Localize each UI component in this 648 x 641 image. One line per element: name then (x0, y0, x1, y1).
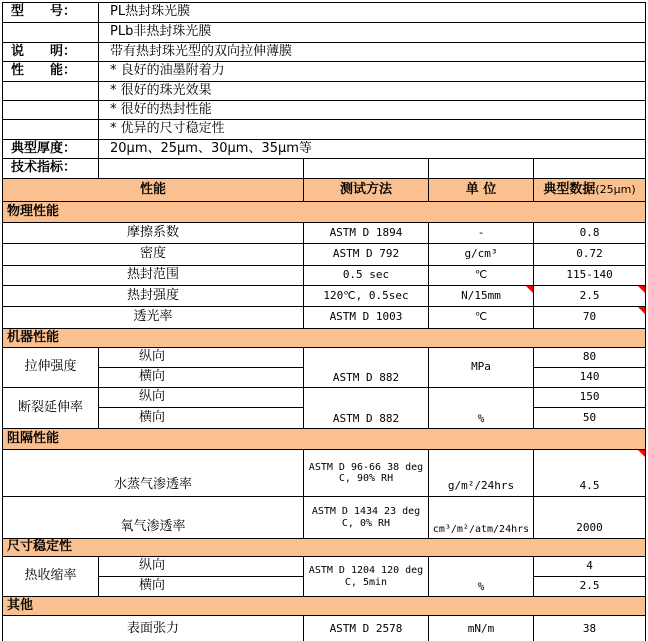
data-cell[interactable]: 38 (534, 616, 646, 641)
data-cell[interactable]: 0.8 (534, 223, 646, 244)
table-row (3, 82, 646, 101)
method-cell[interactable]: ASTM D 882 (304, 388, 429, 429)
info-value-feature-3[interactable]: * 很好的热封性能 (99, 101, 646, 120)
data-cell[interactable]: 140 (534, 368, 646, 388)
info-label-model[interactable]: 型 号： (3, 3, 99, 23)
data-cell[interactable]: 150 (534, 388, 646, 408)
property-cell[interactable]: 热收缩率 (3, 557, 99, 597)
table-row (3, 286, 646, 307)
property-cell[interactable]: 氧气渗透率 (3, 497, 304, 539)
info-value-feature-4[interactable]: * 优异的尺寸稳定性 (99, 120, 646, 140)
col-header-data-suffix: (25μm) (595, 182, 636, 196)
property-cell[interactable]: 表面张力 (3, 616, 304, 641)
unit-cell[interactable]: - (429, 223, 534, 244)
table-row (3, 159, 646, 179)
data-cell[interactable]: 2000 (534, 497, 646, 539)
table-row (3, 43, 646, 62)
property-cell[interactable]: 密度 (3, 244, 304, 266)
data-cell[interactable]: 2.5 (534, 577, 646, 597)
table-row (3, 616, 646, 641)
table-row (3, 450, 646, 497)
section-header-row (3, 329, 646, 348)
section-header-row (3, 539, 646, 557)
direction-cell[interactable]: 纵向 (99, 557, 304, 577)
data-cell[interactable] (534, 450, 646, 497)
comment-marker-icon (526, 286, 533, 293)
direction-cell[interactable]: 纵向 (99, 348, 304, 368)
table-row (3, 223, 646, 244)
direction-cell[interactable]: 纵向 (99, 388, 304, 408)
section-header-row (3, 202, 646, 223)
property-cell[interactable]: 水蒸气渗透率 (3, 450, 304, 497)
table-row (3, 307, 646, 329)
method-cell[interactable]: 120℃, 0.5sec (304, 286, 429, 307)
data-cell[interactable]: 80 (534, 348, 646, 368)
property-cell[interactable]: 摩擦系数 (3, 223, 304, 244)
col-header-method[interactable]: 测试方法 (304, 179, 429, 202)
unit-cell[interactable] (429, 286, 534, 307)
unit-cell[interactable]: % (429, 388, 534, 429)
table-row (3, 101, 646, 120)
info-label-description[interactable]: 说 明： (3, 43, 99, 62)
method-cell[interactable]: ASTM D 2578 (304, 616, 429, 641)
property-cell[interactable]: 拉伸强度 (3, 348, 99, 388)
section-header-row (3, 597, 646, 616)
info-label-tech-index[interactable]: 技术指标： (3, 159, 99, 179)
table-row (3, 244, 646, 266)
direction-cell[interactable]: 横向 (99, 368, 304, 388)
info-label-performance[interactable]: 性 能： (3, 62, 99, 82)
info-label-empty[interactable] (3, 82, 99, 101)
unit-cell[interactable]: ℃ (429, 307, 534, 329)
data-cell[interactable] (534, 307, 646, 329)
method-cell[interactable]: ASTM D 96-66 38 deg C, 90% RH (304, 450, 429, 497)
table-row (3, 557, 646, 577)
spec-table (2, 2, 646, 641)
comment-marker-icon (638, 286, 645, 293)
property-cell[interactable]: 透光率 (3, 307, 304, 329)
section-header-mechanical[interactable]: 机器性能 (3, 329, 646, 348)
method-cell[interactable]: ASTM D 1204 120 deg C, 5min (304, 557, 429, 597)
unit-text: N/15mm (461, 288, 501, 302)
section-header-barrier[interactable]: 阻隔性能 (3, 429, 646, 450)
info-value-feature-2[interactable]: * 很好的珠光效果 (99, 82, 646, 101)
info-value-thickness[interactable]: 20μm、25μm、30μm、35μm等 (99, 140, 646, 159)
method-cell[interactable]: ASTM D 792 (304, 244, 429, 266)
unit-cell[interactable]: MPa (429, 348, 534, 388)
data-cell[interactable]: 0.72 (534, 244, 646, 266)
unit-cell[interactable]: ℃ (429, 266, 534, 286)
unit-cell[interactable]: g/m²/24hrs (429, 450, 534, 497)
method-cell[interactable]: ASTM D 1434 23 deg C, 0% RH (304, 497, 429, 539)
comment-marker-icon (638, 450, 645, 457)
empty-cell[interactable] (534, 159, 646, 179)
section-header-dimensional[interactable]: 尺寸稳定性 (3, 539, 646, 557)
info-label-empty[interactable] (3, 23, 99, 43)
data-text: 4.5 (579, 479, 600, 493)
info-value-feature-1[interactable]: * 良好的油墨附着力 (99, 62, 646, 82)
data-text: 70 (582, 310, 597, 324)
table-row (3, 3, 646, 23)
data-cell[interactable]: 50 (534, 408, 646, 429)
table-row (3, 62, 646, 82)
method-cell[interactable]: 0.5 sec (304, 266, 429, 286)
col-header-data-label: 典型数据 (543, 181, 596, 197)
empty-cell[interactable] (304, 159, 429, 179)
data-cell[interactable]: 115-140 (534, 266, 646, 286)
info-label-thickness[interactable]: 典型厚度： (3, 140, 99, 159)
info-value-model-1[interactable]: PL热封珠光膜 (99, 3, 646, 23)
empty-cell[interactable] (99, 159, 304, 179)
method-cell[interactable]: ASTM D 882 (304, 348, 429, 388)
col-header-unit[interactable]: 单 位 (429, 179, 534, 202)
table-row (3, 388, 646, 408)
info-label-empty[interactable] (3, 101, 99, 120)
table-row (3, 497, 646, 539)
data-cell[interactable]: 4 (534, 557, 646, 577)
property-cell[interactable]: 热封范围 (3, 266, 304, 286)
unit-cell[interactable]: % (429, 557, 534, 597)
unit-cell[interactable]: g/cm³ (429, 244, 534, 266)
direction-cell[interactable]: 横向 (99, 408, 304, 429)
col-header-property[interactable]: 性能 (3, 179, 304, 202)
method-cell[interactable]: ASTM D 1003 (304, 307, 429, 329)
section-header-physical[interactable]: 物理性能 (3, 202, 646, 223)
empty-cell[interactable] (429, 159, 534, 179)
table-header-row (3, 179, 646, 202)
method-cell[interactable]: ASTM D 1894 (304, 223, 429, 244)
table-row (3, 140, 646, 159)
table-row (3, 348, 646, 368)
info-value-model-2[interactable]: PLb非热封珠光膜 (99, 23, 646, 43)
section-header-others[interactable]: 其他 (3, 597, 646, 616)
data-cell[interactable] (534, 286, 646, 307)
section-header-row (3, 429, 646, 450)
info-label-empty[interactable] (3, 120, 99, 140)
data-text: 2.5 (579, 288, 600, 302)
col-header-data[interactable] (534, 179, 646, 202)
unit-cell[interactable]: mN/m (429, 616, 534, 641)
info-value-description[interactable]: 带有热封珠光型的双向拉伸薄膜 (99, 43, 646, 62)
property-cell[interactable]: 断裂延伸率 (3, 388, 99, 429)
table-row (3, 266, 646, 286)
table-row (3, 23, 646, 43)
direction-cell[interactable]: 横向 (99, 577, 304, 597)
property-cell[interactable]: 热封强度 (3, 286, 304, 307)
comment-marker-icon (638, 307, 645, 314)
table-row (3, 120, 646, 140)
unit-cell[interactable]: cm³/m²/atm/24hrs (429, 497, 534, 539)
